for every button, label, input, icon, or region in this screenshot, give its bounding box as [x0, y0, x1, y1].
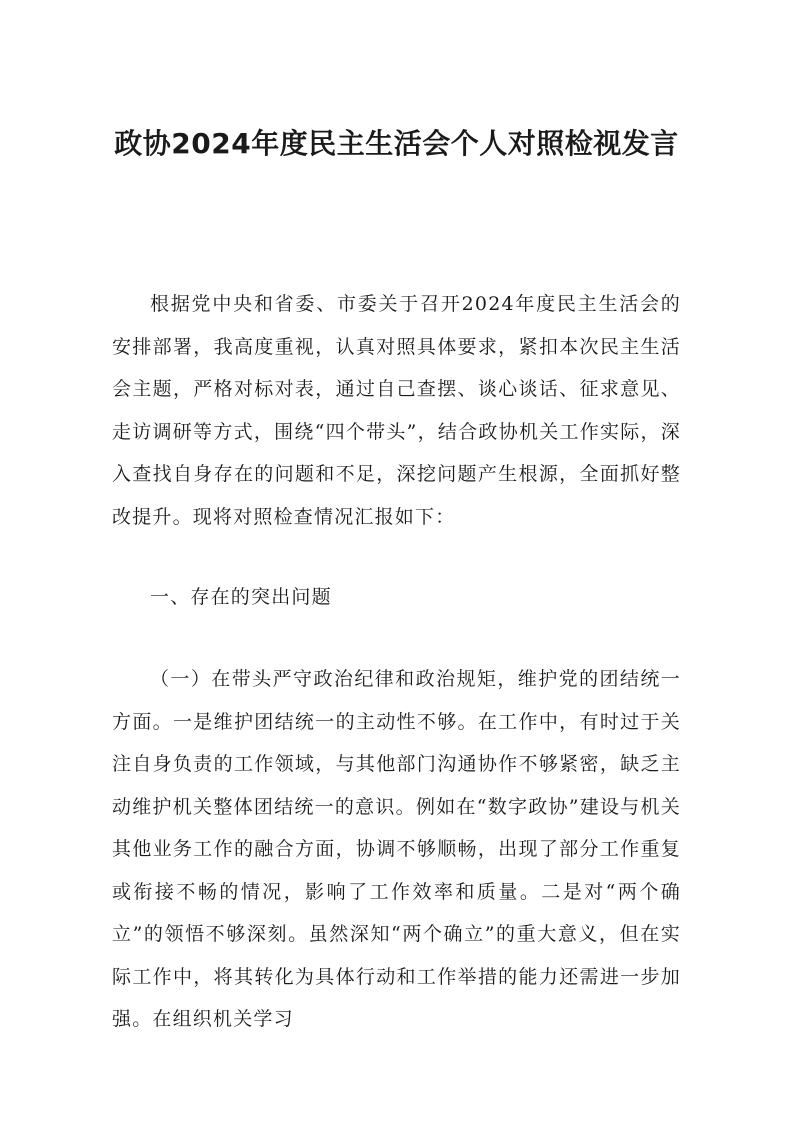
section-paragraph: （一）在带头严守政治纪律和政治规矩，维护党的团结统一方面。一是维护团结统一的主动性不够。在工作中，有时过于关注自身负责的工作领域，与其他部门沟通协作不够紧密，缺乏主动维护机关整体团结统一的意识。例如在“数字政协”建设与机关其他业务工作的融合方面，协调不够顺畅，出现了部分工作重复或衔接不畅的情况，影响了工作效率和质量。二是对“两个确立”的领悟不够深刻。虽然深知“两个确立”的重大意义，但在实际工作中，将其转化为具体行动和工作举措的能力还需进一步加强。在组织机关学习: [112, 668, 681, 1030]
intro-paragraph: 根据党中央和省委、市委关于召开2024年度民主生活会的安排部署，我高度重视，认真对照具体要求，紧扣本次民主生活会主题，严格对标对表，通过自己查摆、谈心谈话、征求意见、走访调研等方式，围绕“四个带头”，结合政协机关工作实际，深入查找自身存在的问题和不足，深挖问题产生根源，全面抓好整改提升。现将对照检查情况汇报如下：: [112, 293, 681, 528]
document-title: 政协2024年度民主生活会个人对照检视发言: [114, 127, 679, 160]
section-heading: 一、存在的突出问题: [150, 586, 332, 608]
